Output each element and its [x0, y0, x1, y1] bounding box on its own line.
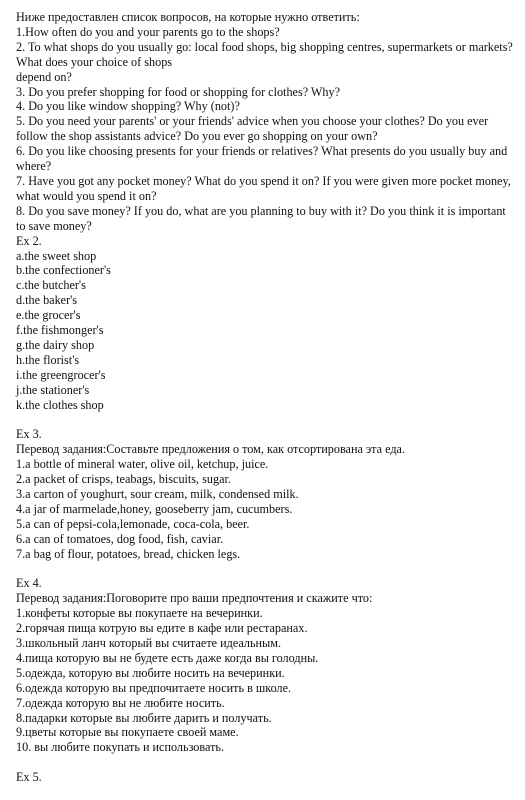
question-item: 3. Do you prefer shopping for food or shopping for clothes? Why? [16, 84, 341, 99]
ex3-item: 2.a packet of crisps, teabags, biscuits, sugar. [16, 472, 231, 487]
ex4-task: Перевод задания:Поговорите про ваши предпочтения и скажите что: [16, 591, 373, 606]
ex2-item: f.the fishmonger's [16, 323, 104, 338]
ex4-item: 3.школьный ланч который вы считаете идеальным. [16, 636, 282, 651]
spacer [16, 412, 516, 427]
ex2-item: i.the greengrocer's [16, 367, 106, 382]
question-item: 5. Do you need your parents' or your friends' advice when you choose your clothes? Do you ever follow the shop assistants advice? Do you ever go shopping on your own? [16, 114, 492, 144]
spacer [16, 562, 516, 577]
ex4-item: 1.конфеты которые вы покупаете на вечеринки. [16, 606, 263, 621]
ex2-item: g.the dairy shop [16, 337, 95, 352]
ex4-item: 8.падарки которые вы любите дарить и получать. [16, 710, 272, 725]
question-item: depend on? [16, 69, 72, 84]
ex4-item: 2.горячая пища котрую вы едите в кафе или рестаранах. [16, 621, 308, 636]
ex2-item: b.the confectioner's [16, 263, 111, 278]
ex2-item: j.the stationer's [16, 382, 90, 397]
question-list [16, 25, 516, 234]
ex2-list [16, 249, 516, 413]
ex3-item: 4.a jar of marmelade,honey, gooseberry jam, cucumbers. [16, 501, 293, 516]
ex4-list [16, 606, 516, 755]
ex4-heading: Ex 4. [16, 576, 42, 591]
ex4-item: 10. вы любите покупать и использовать. [16, 740, 225, 755]
ex2-item: d.the baker's [16, 293, 78, 308]
ex3-item: 6.a can of tomatoes, dog food, fish, caviar. [16, 531, 224, 546]
ex4-item: 4.пища которую вы не будете есть даже когда вы голодны. [16, 650, 319, 665]
question-item: 1.How often do you and your parents go to the shops? [16, 24, 280, 39]
ex4-item: 6.одежда которую вы предпочитаете носить в школе. [16, 680, 292, 695]
document-page [16, 10, 516, 785]
ex3-list [16, 457, 516, 561]
ex2-heading: Ex 2. [16, 233, 42, 248]
ex2-item: c.the butcher's [16, 278, 86, 293]
question-item: 4. Do you like window shopping? Why (not)? [16, 99, 240, 114]
ex2-item: e.the grocer's [16, 308, 81, 323]
ex3-heading: Ex 3. [16, 427, 42, 442]
question-item: 6. Do you like choosing presents for your friends or relatives? What presents do you usually buy and where? [16, 144, 511, 174]
question-item: 2. To what shops do you usually go: local food shops, big shopping centres, supermarkets or markets? What does your choice of shops [16, 39, 516, 69]
question-item: 8. Do you save money? If you do, what are you planning to buy with it? Do you think it is important to save money? [16, 203, 509, 233]
ex4-item: 9.цветы которые вы покупаете своей маме. [16, 725, 239, 740]
ex2-item: h.the florist's [16, 352, 80, 367]
ex2-item: a.the sweet shop [16, 248, 97, 263]
question-item: 7. Have you got any pocket money? What do you spend it on? If you were given more pocket money, what would you spend it on? [16, 173, 514, 203]
ex3-item: 5.a can of pepsi-cola,lemonade, coca-cola, beer. [16, 516, 250, 531]
ex3-item: 1.a bottle of mineral water, olive oil, ketchup, juice. [16, 457, 269, 472]
ex4-item: 7.одежда которую вы не любите носить. [16, 695, 225, 710]
ex3-item: 3.a carton of youghurt, sour cream, milk, condensed milk. [16, 486, 299, 501]
ex5-heading: Ex 5. [16, 770, 42, 785]
intro-text: Ниже предоставлен список вопросов, на которые нужно ответить: [16, 10, 360, 24]
ex3-task: Перевод задания:Составьте предложения о том, как отсортирована эта еда. [16, 442, 406, 457]
ex2-item: k.the clothes shop [16, 397, 104, 412]
ex3-item: 7.a bag of flour, potatoes, bread, chicken legs. [16, 546, 241, 561]
ex4-item: 5.одежда, которую вы любите носить на вечеринки. [16, 665, 285, 680]
spacer [16, 755, 516, 770]
